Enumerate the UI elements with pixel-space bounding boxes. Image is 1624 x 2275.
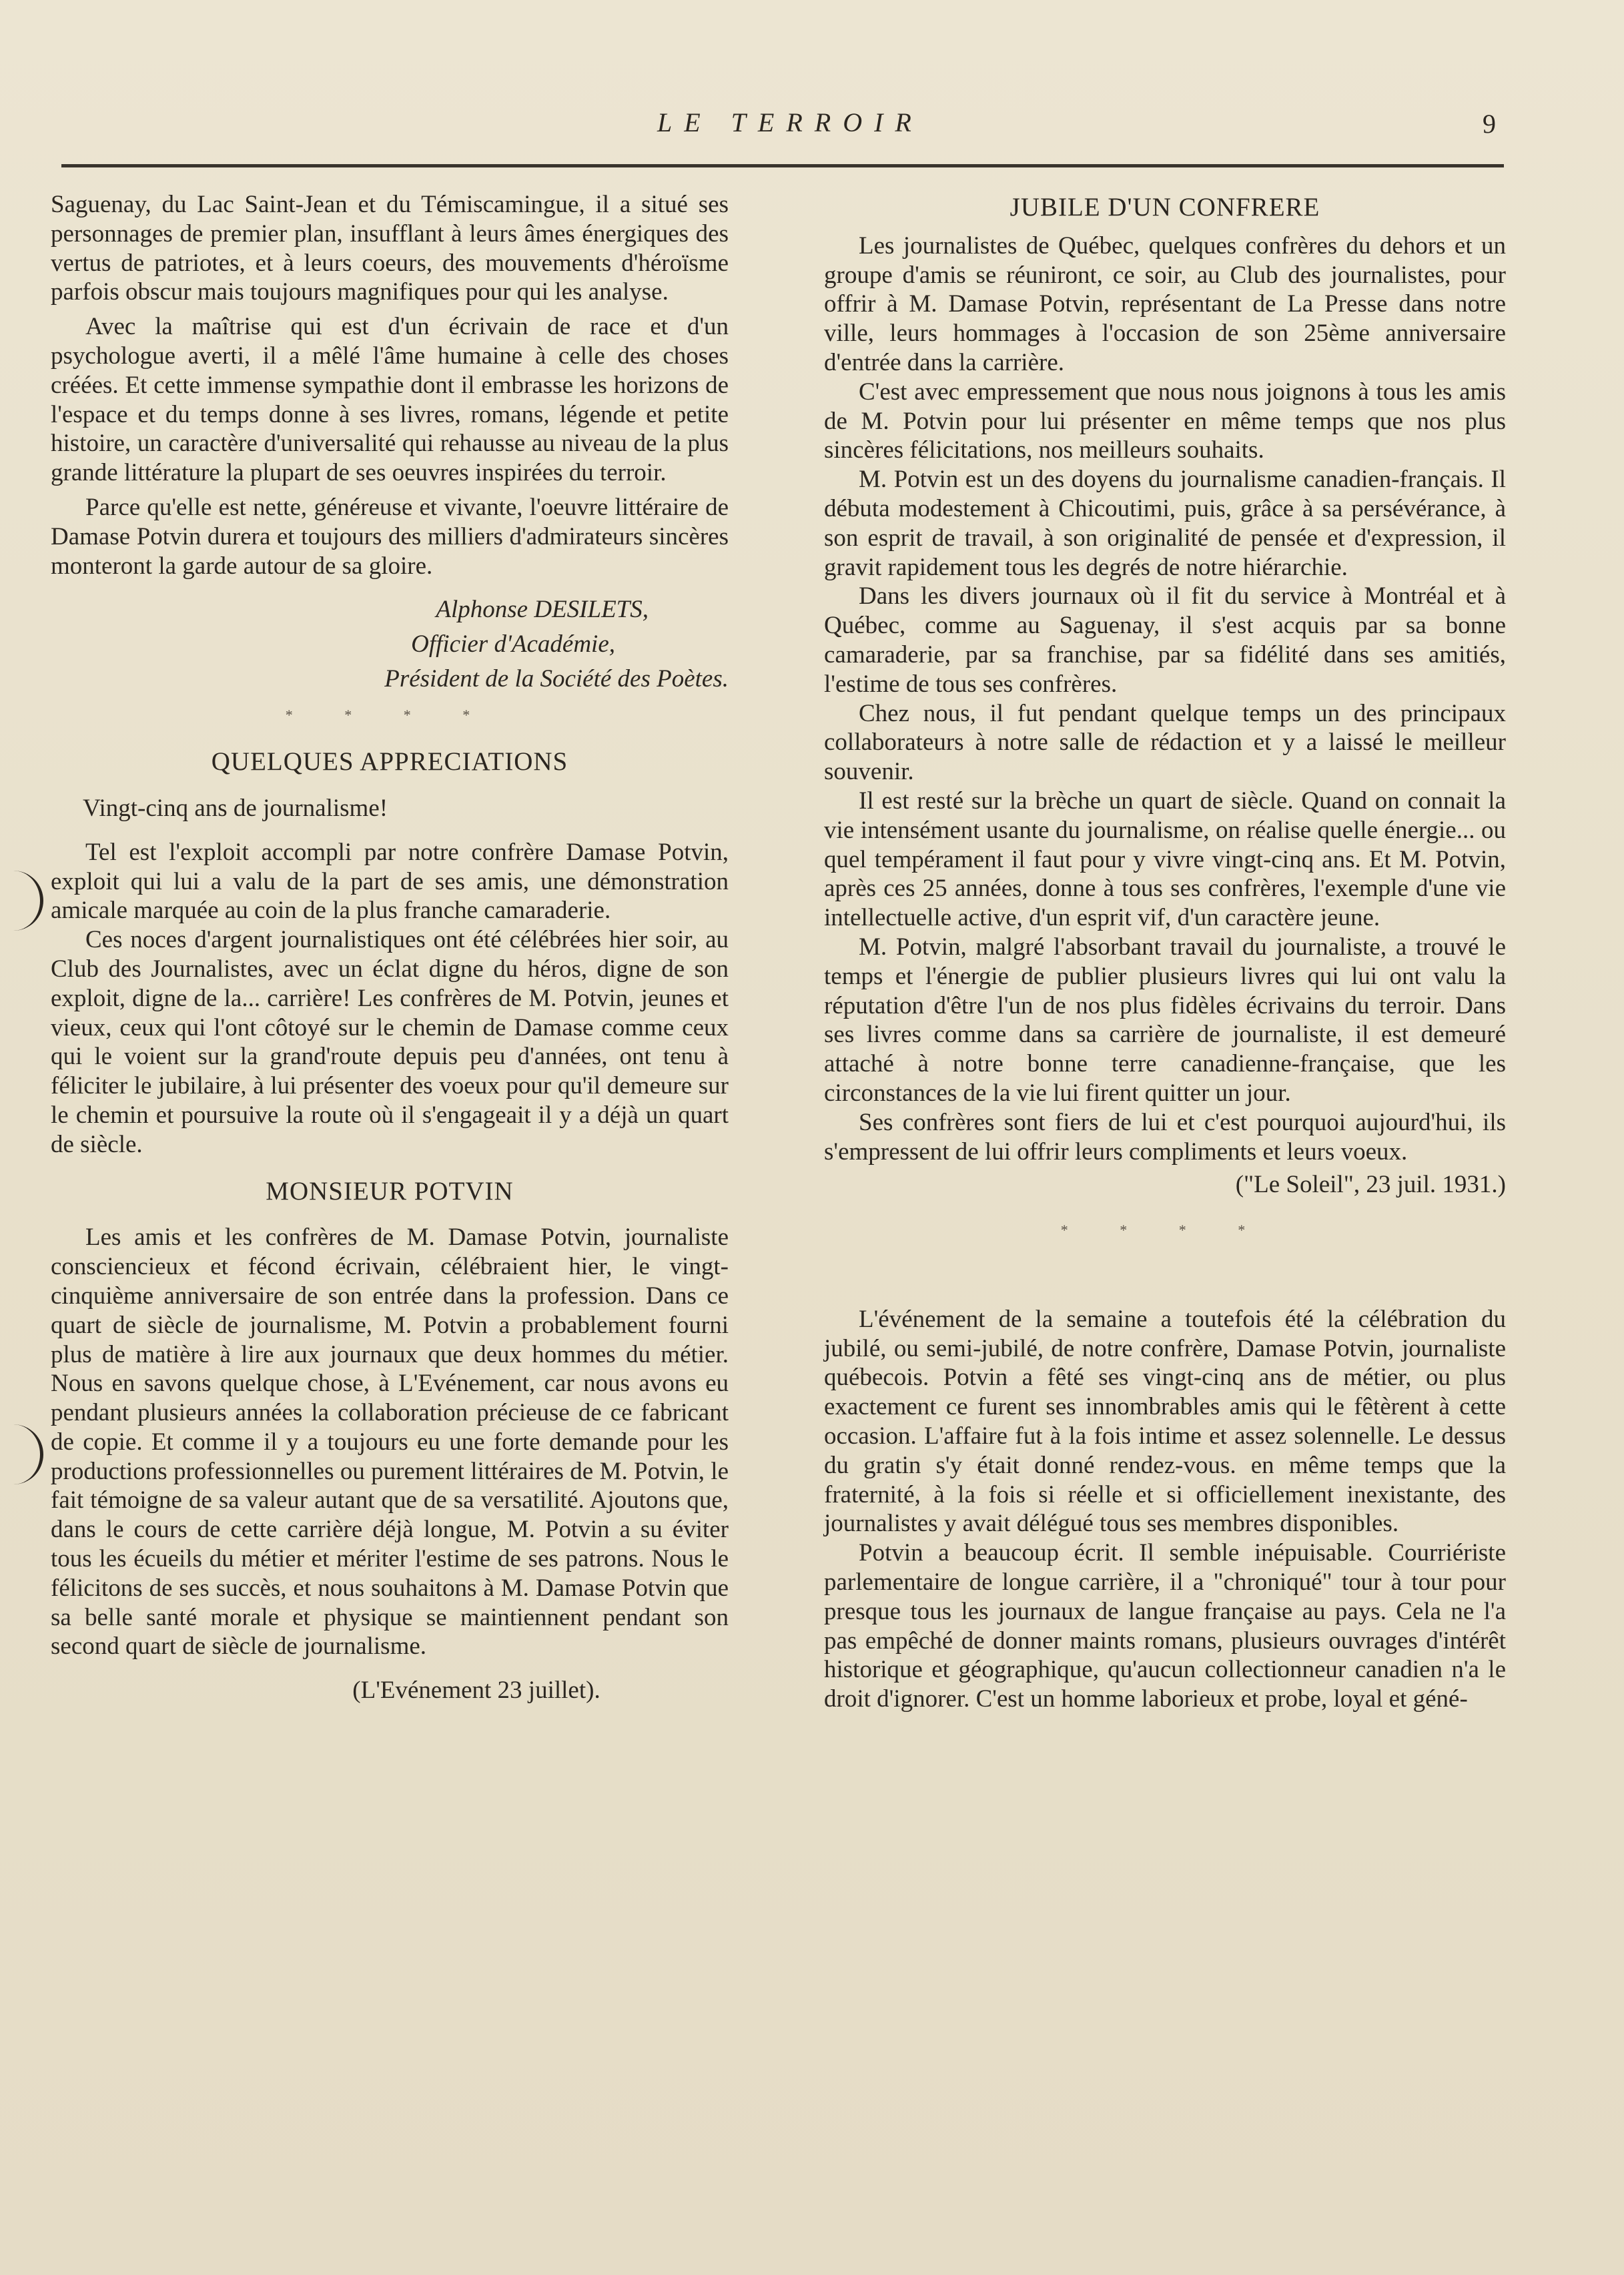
paragraph: Ses confrères sont fiers de lui et c'est pourquoi aujourd'hui, ils s'empressent de lui offrir leurs compliments et leurs voeux. (824, 1108, 1506, 1166)
section-heading: QUELQUES APPRECIATIONS (211, 747, 568, 777)
signature-title: Officier d'Académie, (411, 630, 615, 658)
paragraph: Potvin a beaucoup écrit. Il semble inépuisable. Courriériste parlementaire de longue carrière, il a "chroniqué" tour à tour pour presque tous les journaux de langue française au pays. Cela ne l'a pas empêché de donner maints romans, plusieurs ouvrages d'intérêt historique et géographique, qu'aucun collectionneur canadien n'a le droit d'ignorer. C'est un homme laborieux et probe, loyal et géné- (824, 1539, 1506, 1713)
paragraph: Il est resté sur la brèche un quart de siècle. Quand on connait la vie intensément usante du journalisme, on réalise quelle énergie... ou quel tempérament il faut pour y vivre vingt-cinq ans. Et M. Potvin, après ces 25 années, donne à tous ses confrères, l'exemple d'une vie intellectuelle active, d'un esprit vif, d'un caractère jeune. (824, 787, 1506, 932)
source-citation: ("Le Soleil", 23 juil. 1931.) (1235, 1171, 1506, 1199)
paragraph: L'événement de la semaine a toutefois été la célébration du jubilé, ou semi-jubilé, de notre confrère, Damase Potvin, journaliste québecois. Potvin a fêté ses vingt-cinq ans de métier, ou plus exactement ce furent ses innombrables amis qui le fêtèrent à cette occasion. L'affaire fut à la fois intime et assez solennelle. Le dessus du gratin s'y était donné rendez-vous. en même temps que la fraternité, à la fois si réelle et si officiellement inexistante, des journalistes y avait délégué tous ses membres disponibles. (824, 1305, 1506, 1538)
left-column (51, 190, 729, 1705)
paragraph: Avec la maîtrise qui est d'un écrivain de race et d'un psychologue averti, il a mêlé l'âme humaine à celle des choses créées. Et cette immense sympathie dont il embrasse les horizons de l'espace et du temps donne à ses livres, romans, légende et petite histoire, un caractère d'universalité qui rehausse au niveau de la plus grande littérature la plupart de ses oeuvres inspirées du terroir. (51, 313, 729, 487)
signature-block (51, 592, 729, 697)
running-head: LE TERROIR (657, 107, 923, 137)
paragraph: Vingt-cinq ans de journalisme! (83, 794, 388, 822)
signature-name: Alphonse DESILETS, (436, 596, 649, 624)
paragraph: Tel est l'exploit accompli par notre confrère Damase Potvin, exploit qui lui a valu de la part de ses amis, une démonstration amicale marquée au coin de la plus franche camaraderie. (51, 838, 729, 925)
page-number: 9 (1483, 109, 1496, 139)
paragraph: M. Potvin, malgré l'absorbant travail du journaliste, a trouvé le temps et l'énergie de publier plusieurs livres qui lui ont valu la réputation d'être l'un de nos plus fidèles écrivains du terroir. Dans ses livres comme dans sa carrière de journaliste, il est demeuré attaché à notre bonne terre canadienne-française, que les circonstances de la vie lui firent quitter un jour. (824, 933, 1506, 1107)
source-citation: (L'Evénement 23 juillet). (352, 1677, 600, 1705)
binding-hole-mark (0, 871, 43, 931)
paragraph: Saguenay, du Lac Saint-Jean et du Témiscamingue, il a situé ses personnages de premier plan, insufflant à leurs âmes énergiques des vertus de patriotes, et à leurs coeurs, des mouvements d'héroïsme parfois obscur mais toujours magnifiques pour qui les analyse. (51, 191, 729, 306)
paragraph: Les journalistes de Québec, quelques confrères du dehors et un groupe d'amis se réuniront, ce soir, au Club des journalistes, pour offrir à M. Damase Potvin, représentant de La Presse dans notre ville, leurs hommages à l'occasion de son 25ème anniversaire d'entrée dans la carrière. (824, 232, 1506, 376)
section-divider-stars: * * * * (285, 707, 494, 724)
paragraph: Parce qu'elle est nette, généreuse et vivante, l'oeuvre littéraire de Damase Potvin durera et toujours des milliers d'admirateurs sincères monteront la garde autour de sa gloire. (51, 493, 729, 580)
section-divider-stars: * * * * (1060, 1222, 1270, 1239)
paragraph: Les amis et les confrères de M. Damase Potvin, journaliste consciencieux et fécond écrivain, célébraient hier, le vingt-cinquième anniversaire de son entrée dans la profession. Dans ce quart de siècle de journalisme, M. Potvin a probablement fourni plus de matière à lire aux journaux que deux hommes du métier. Nous en savons quelque chose, à L'Evénement, car nous avons eu pendant plusieurs années la collaboration précieuse de ce fabricant de copie. Et comme il y a toujours eu une forte demande pour les productions professionnelles ou purement littéraires de M. Potvin, le fait témoigne de sa valeur autant que de sa versatilité. Ajoutons que, dans le cours de cette carrière déjà longue, M. Potvin a su éviter tous les écueils du métier et mériter l'estime de ses patrons. Nous le félicitons de ses succès, et nous souhaitons à M. Damase Potvin que sa belle santé morale et physique se maintiennent pendant son second quart de siècle de journalisme. (51, 1224, 729, 1661)
signature-title: Président de la Société des Poètes. (384, 665, 729, 693)
section-heading: JUBILE D'UN CONFRERE (1009, 193, 1320, 221)
section-heading: MONSIEUR POTVIN (266, 1176, 514, 1206)
binding-hole-mark (0, 1424, 43, 1484)
paragraph: Dans les divers journaux où il fit du service à Montréal et à Québec, comme au Saguenay, il s'est acquis par sa bonne camaraderie, par sa franchise, par sa fidélité dans ses amitiés, l'estime de tous ses confrères. (824, 582, 1506, 698)
right-column (824, 190, 1506, 1714)
paragraph: Chez nous, il fut pendant quelque temps un des principaux collaborateurs à notre salle de rédaction et y a laissé le meilleur souvenir. (824, 699, 1506, 786)
paragraph: C'est avec empressement que nous nous joignons à tous les amis de M. Potvin pour lui présenter en même temps que nos plus sincères félicitations, nos meilleurs souhaits. (824, 378, 1506, 464)
paragraph: M. Potvin est un des doyens du journalisme canadien-français. Il débuta modestement à Chicoutimi, puis, grâce à sa persévérance, à son esprit de travail, à son originalité de pensée et d'expression, il gravit rapidement tous les degrés de notre hiérarchie. (824, 466, 1506, 581)
paragraph: Ces noces d'argent journalistiques ont été célébrées hier soir, au Club des Journalistes, avec un éclat digne du héros, digne de son exploit, digne de la... carrière! Les confrères de M. Potvin, jeunes et vieux, ceux qui l'ont côtoyé sur le chemin de Damase comme ceux qui le voient sur la grand'route depuis peu d'années, ont tenu à féliciter le jubilaire, à lui présenter des voeux pour qu'il demeure sur le chemin et poursuive la route où il s'engageait il y a déjà un quart de siècle. (51, 926, 729, 1158)
header-rule (61, 164, 1504, 167)
